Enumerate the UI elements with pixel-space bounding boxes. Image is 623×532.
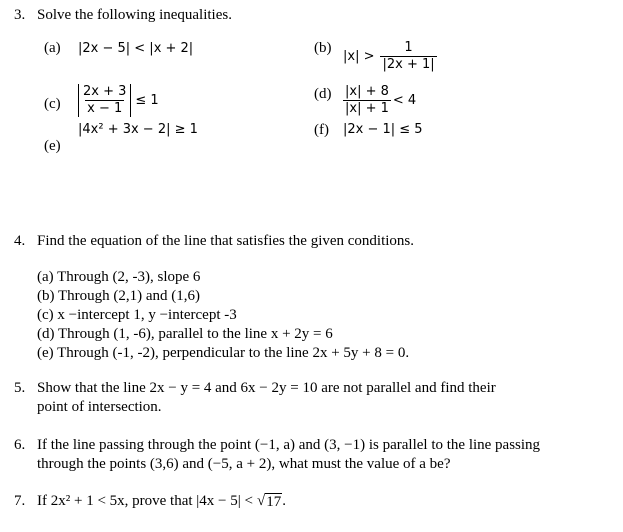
q3c-fraction [81,84,128,117]
q3a-expr: |2x − 5| < |x + 2| [78,41,194,56]
q3b-expr [343,40,437,73]
q4-item-e: (e) Through (-1, -2), perpendicular to the line 2x + 5y + 8 = 0. [37,345,410,361]
q5-line2: point of intersection. [37,399,162,415]
q3e-label: (e) [44,138,61,154]
q3c-label: (c) [44,96,61,112]
q3c-denominator: x − 1 [87,101,123,116]
q3e-expr: |4x² + 3x − 2| ≥ 1 [78,122,198,137]
q4-number: 4. [14,233,26,249]
q3d-numerator: |x| + 8 [345,84,389,99]
q3d-fraction [343,84,391,117]
q7-statement [37,493,286,511]
q6-number: 6. [14,437,26,453]
q3d-label: (d) [314,86,332,102]
q6-line1: If the line passing through the point (−1, a) and (3, −1) is parallel to the line passing [37,437,541,453]
q3c-relation: ≤ 1 [135,93,159,108]
q3-number: 3. [14,7,26,23]
q3b-label: (b) [314,40,332,56]
q3-prompt: Solve the following inequalities. [37,7,232,23]
q3b-numerator: 1 [404,40,413,55]
q3a-label: (a) [44,40,61,56]
q5-line1: Show that the line 2x − y = 4 and 6x − 2y = 10 are not parallel and find their [37,380,496,396]
q3c-numerator: 2x + 3 [83,84,127,99]
q3c-abs-bars [78,84,131,117]
q4-item-b: (b) Through (2,1) and (1,6) [37,288,201,304]
q5-number: 5. [14,380,26,396]
q3b-fraction [380,40,436,73]
q7-number: 7. [14,493,26,509]
q3d-relation: < 4 [392,93,417,108]
q3b-lhs: |x| > [343,49,375,64]
q3f-label: (f) [314,122,329,138]
q3b-denominator: |2x + 1| [382,57,435,72]
q6-line2: through the points (3,6) and (−5, a + 2), what must the value of a be? [37,456,451,472]
q4-prompt: Find the equation of the line that satisfies the given conditions. [37,233,415,249]
q3d-expr [343,84,416,117]
q7-text-before: If 2x² + 1 < 5x, prove that |4x − 5| < [37,493,253,509]
q4-item-d: (d) Through (1, -6), parallel to the line x + 2y = 6 [37,326,333,342]
q7-text-after: . [282,493,286,509]
q4-item-a: (a) Through (2, -3), slope 6 [37,269,201,285]
q4-list [37,268,409,363]
q4-item-c: (c) x −intercept 1, y −intercept -3 [37,307,237,323]
q3d-denominator: |x| + 1 [345,101,389,116]
q7-sqrt-arg: 17 [266,494,282,510]
q7-sqrt-symbol: √ [256,493,266,509]
q3f-expr: |2x − 1| ≤ 5 [343,122,423,137]
q3c-expr [78,84,159,117]
